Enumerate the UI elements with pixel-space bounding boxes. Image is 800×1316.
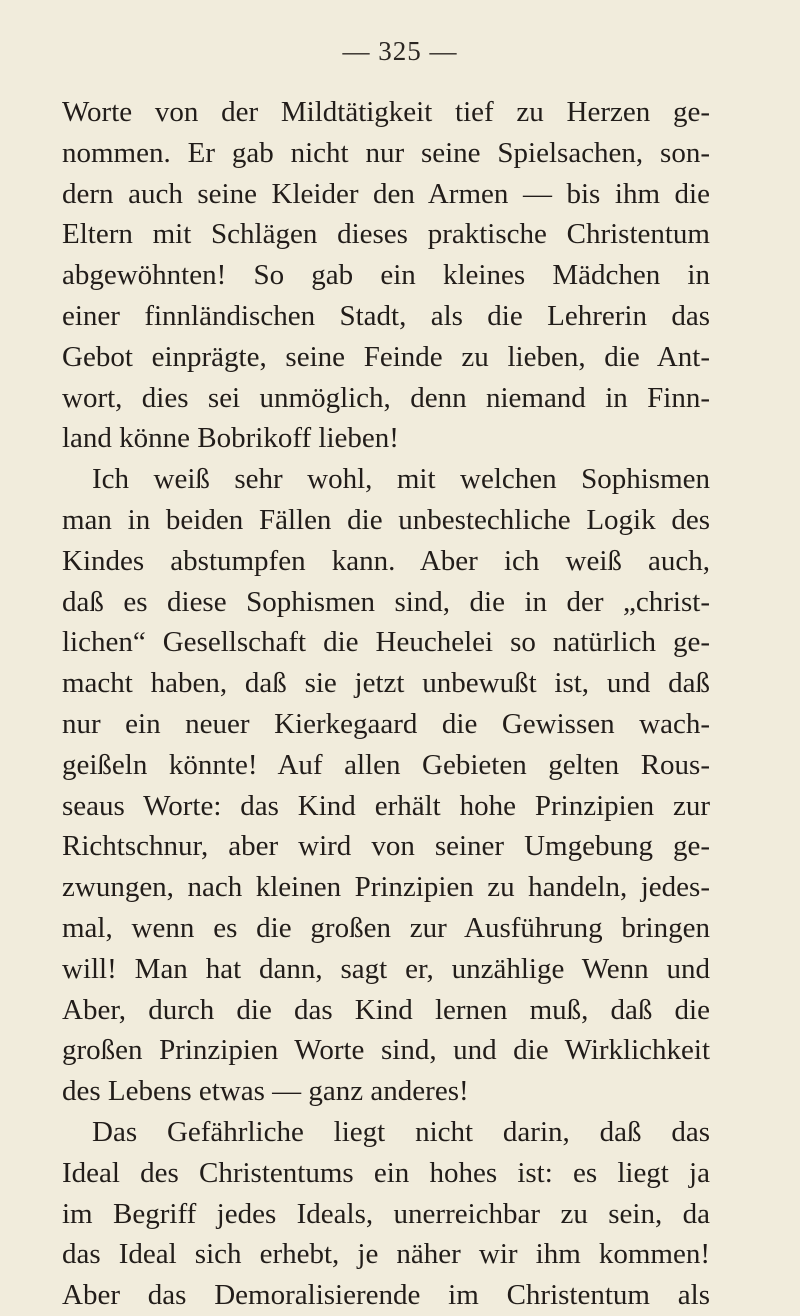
text-line: zwungen, nach kleinen Prinzipien zu handeln, jedes-: [62, 871, 710, 904]
text-line: daß es diese Sophismen sind, die in der „christ-: [62, 585, 710, 618]
text-line: nommen. Er gab nicht nur seine Spielsachen, son-: [62, 136, 710, 169]
paragraph: [62, 459, 710, 1112]
text-line: Eltern mit Schlägen dieses praktische Christentum: [62, 218, 710, 251]
text-line: Ich weiß sehr wohl, mit welchen Sophismen: [92, 463, 710, 496]
text-line: Kindes abstumpfen kann. Aber ich weiß auch,: [62, 544, 710, 577]
text-line: macht haben, daß sie jetzt unbewußt ist, und daß: [62, 667, 710, 700]
text-line: geißeln könnte! Auf allen Gebieten gelten Rous-: [62, 748, 710, 781]
text-line: will! Man hat dann, sagt er, unzählige Wenn und: [62, 952, 710, 985]
text-line: seaus Worte: das Kind erhält hohe Prinzipien zur: [62, 789, 710, 822]
text-line: im Begriff jedes Ideals, unerreichbar zu sein, da: [62, 1197, 710, 1230]
text-line: Ideal des Christentums ein hohes ist: es liegt ja: [62, 1156, 710, 1189]
text-line: des Lebens etwas — ganz anderes!: [62, 1075, 469, 1108]
text-line: man in beiden Fällen die unbestechliche Logik des: [62, 503, 710, 536]
text-line: lichen“ Gesellschaft die Heuchelei so natürlich ge-: [62, 626, 710, 659]
text-line: großen Prinzipien Worte sind, und die Wirklichkeit: [62, 1034, 710, 1067]
text-line: einer finnländischen Stadt, als die Lehrerin das: [62, 299, 710, 332]
text-line: nur ein neuer Kierkegaard die Gewissen wach-: [62, 707, 710, 740]
text-line: Richtschnur, aber wird von seiner Umgebung ge-: [62, 830, 710, 863]
text-line: Aber, durch die das Kind lernen muß, daß die: [62, 993, 710, 1026]
text-line: mal, wenn es die großen zur Ausführung bringen: [62, 911, 710, 944]
text-line: abgewöhnten! So gab ein kleines Mädchen in: [62, 259, 710, 292]
text-line: dern auch seine Kleider den Armen — bis ihm die: [62, 177, 710, 210]
text-line: Worte von der Mildtätigkeit tief zu Herzen ge-: [62, 96, 710, 128]
text-line: wort, dies sei unmöglich, denn niemand in Finn-: [62, 381, 710, 414]
paragraph: [62, 92, 710, 459]
text-line: Aber das Demoralisierende im Christentum als: [62, 1279, 710, 1312]
body-text: [62, 92, 710, 1316]
text-line: das Ideal sich erhebt, je näher wir ihm kommen!: [62, 1238, 710, 1271]
paragraph: [62, 1112, 710, 1316]
text-line: Gebot einprägte, seine Feinde zu lieben, die Ant-: [62, 340, 710, 373]
text-line: land könne Bobrikoff lieben!: [62, 422, 399, 455]
page-number: — 325 —: [342, 36, 458, 66]
text-line: Das Gefährliche liegt nicht darin, daß das: [92, 1115, 710, 1148]
